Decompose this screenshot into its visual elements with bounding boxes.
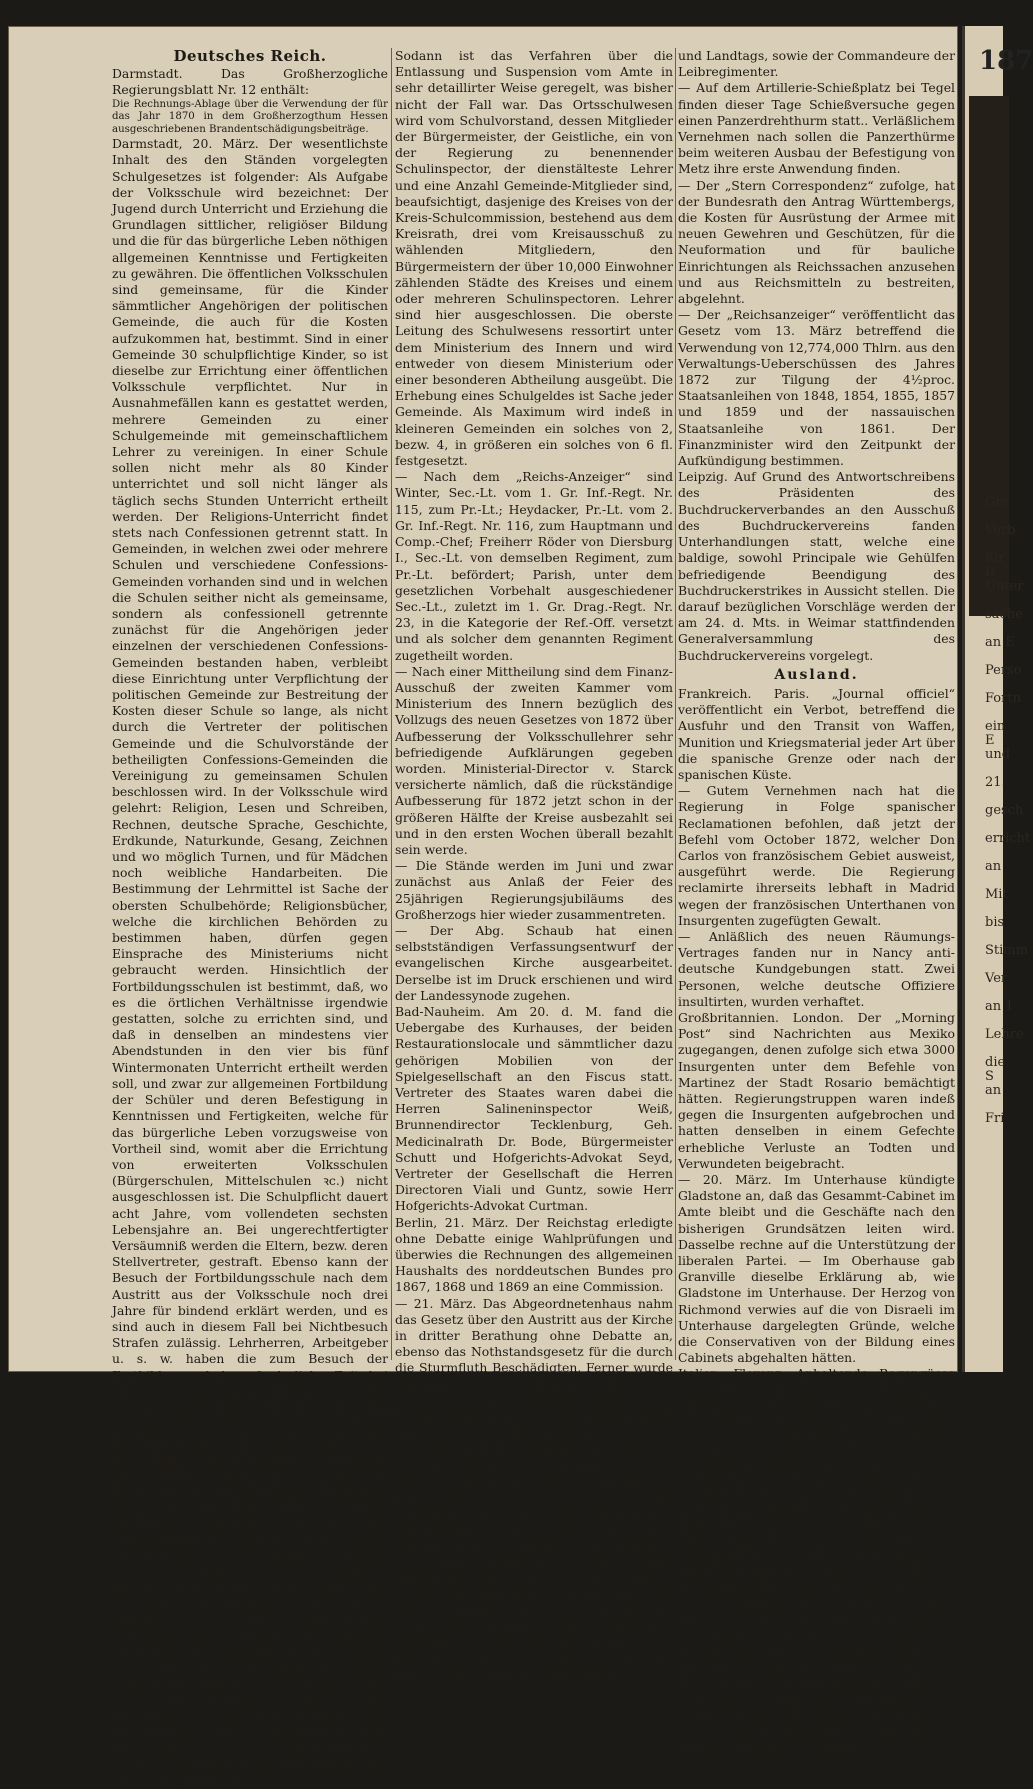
adjacent-text-fragment: Unter bbox=[985, 579, 1024, 594]
adjacent-text-fragment: gesch bbox=[985, 803, 1024, 818]
article-paragraph: — 22. März. Der Kaiser empfing im Laufe des Vormittags die Glückwünsche der königlichen Familie, der anwesenden deutschen Fürsten und anderer fürstlichen Personen, der Minister, der Generale, der Hofstaaten, der Präsidien des Reichs- bbox=[395, 1587, 673, 1684]
article-paragraph: Leipzig. Auf Grund des Antwortschreibens des Präsidenten des Buchdruckerverbandes an den Ausschuß des Buchdruckervereins fanden Unterhandlungen statt, welche eine baldige, sowohl Principale wie Gehülfen befriedigende Beendigung des Buchdruckerstrikes in Aussicht stellen. Die darauf bezüglichen Vorschläge werden der am 24. d. Mts. in Weimar stattfindenden Generalversammlung des Buchdruckervereins vorgelegt. bbox=[678, 469, 955, 663]
article-paragraph: — Der „Reichsanzeiger“ veröffentlicht das Gesetz vom 13. März betreffend die Verwendung von 12,774,000 Thlrn. aus den Verwaltungs-Ueberschüssen des Jahres 1872 zur Tilgung der 4½proc. Staatsanleihen von 1848, 1854, 1855, 1857 und 1859 und der nassauischen Staatsanleihe von 1861. Der Finanzminister wird den Zeitpunkt der Aufkündigung bestimmen. bbox=[678, 307, 955, 469]
section-heading-ausland: Ausland. bbox=[774, 666, 859, 683]
adjacent-text-fragment: an 1 bbox=[985, 999, 1014, 1014]
article-paragraph: und Landtags, sowie der Commandeure der Leibregimenter. bbox=[678, 48, 955, 80]
article-paragraph: — Anläßlich des neuen Räumungs-Vertrages fanden nur in Nancy anti-deutsche Kundgebungen statt. Zwei Personen, welche deutsche Offiziere insultirten, wurden verhaftet. bbox=[678, 928, 955, 1009]
adjacent-page-edge bbox=[962, 26, 1033, 1372]
article-paragraph: Donaufürstenthümer. Bukarest. Von der unteren Donau wird von bedenklicher Gährung unter den Bulgaren berichtet. Die Pforte hatte ihnen zuerst ihre kirchliche Unabhängigkeit gewährleistet, nachträglich aber den betreffenden Ferman zurückgenommen, wogegen die Bulgaren heftig protestiren. Aus der Sprache, die in diesen Schriftstücken geführt wird geht hervor, daß die Bulgaren für die Erhaltung des alten Fermans, also des Exarchats, alle erdenklichen Opfer zu bringen bereit und entschlossen sind. Die Pforte, welche den Ferman auf jeden Fall annulliren will, gibt sich auch keinen Täuschungen hin und sieht sich auf alle Fälle vor. Nicht nur werden gerade jetzt alle Donaufestungen armirt, ein Lager bei Schumla bbox=[678, 1463, 955, 1755]
article-paragraph: — Gutem Vernehmen nach hat die Regierung in Folge spanischer Reclamationen befohlen, daß jetzt der Befehl vom October 1872, welcher Don Carlos von französischem Gebiet ausweist, ausgeführt werde. Die Regierung reclamirte ihrerseits lebhaft in Madrid wegen der französischen Unterthanen von Insurgenten zugefügten Gewalt. bbox=[678, 783, 955, 928]
article-paragraph: — 21. März. Das Abgeordnetenhaus nahm das Gesetz über den Austritt aus der Kirche in dritter Berathung ohne Debatte an, ebenso das Nothstandsgesetz für die durch die Sturmfluth Beschädigten. Ferner wurde genehmigt: Der Bericht über die Verwaltung der Staatsschulden, die Nachweisungen für die Dispositionsfonds für Staats-Eisenbahnen, die Staatshaushalts-Rechnungen pro 1868, die Gesetze über die Abgrenzung des Jade-Gebiets, die Abänderung des allgemeinen Berggesetzes, sowie die Aufhebung verschiedener Gesetze und Verordnungen der Stadt Frankfurt a. M. Der Präsident gab darauf eine Uebersicht über die erledigten und noch zu erledigenden Gesetze. Nächste Sitzung unbestimmt, doch nicht vor Ostern. bbox=[395, 1295, 673, 1587]
adjacent-text-fragment: Lehre bbox=[985, 1027, 1024, 1042]
adjacent-text-fragment: Perso bbox=[985, 663, 1022, 678]
decorative-block bbox=[969, 96, 1009, 616]
column-2 bbox=[395, 48, 673, 1684]
adjacent-text-fragment: sache bbox=[985, 607, 1023, 622]
adjacent-text-fragment: die S bbox=[985, 1055, 1006, 1084]
article-paragraph: Darmstadt, 20. März. Der wesentlichste Inhalt des den Ständen vorgelegten Schulgesetzes ist folgender: Als Aufgabe der Volksschule wird bezeichnet: Der Jugend durch Unterricht und Erziehung die Grundlagen sittlicher, religiöser Bildung und die für das bürgerliche Leben nöthigen allgemeinen Kenntnisse und Fertigkeiten zu gewähren. Die öffentlichen Volksschulen sind gemeinsame, für die Kinder sämmtlicher Angehörigen der politischen Gemeinde, die auch für die Kosten aufzukommen hat, bestimmt. Sind in einer Gemeinde 30 schulpflichtige Kinder, so ist dieselbe zur Errichtung einer öffentlichen Volksschule verpflichtet. Nur in Ausnahmefällen kann es gestattet werden, mehrere Gemeinden zu einer Schulgemeinde mit gemeinschaftlichem Lehrer zu vereinigen. In einer Schule sollen nicht mehr als 80 Kinder unterrichtet und soll nicht länger als täglich sechs Stunden Unterricht ertheilt werden. Der Religions-Unterricht findet stets nach Confessionen getrennt statt. In Gemeinden, in welchen zwei oder mehrere Schulen und verschiedene Confessions-Gemeinden vorhanden sind und in welchen die Schulen seither nicht als gemeinsame, sondern als confessionell getrennte zunächst für die Angehörigen jeder einzelnen der verschiedenen Confessions-Gemeinden bestanden haben, verbleibt diese Einrichtung unter Verpflichtung der politischen Gemeinde zur Bestreitung der Kosten dieser Schule so lange, als nicht durch die Vertreter der politischen Gemeinde und die Schulvorstände der betheiligten Confessions-Gemeinden die Vereinigung zu gemeinsamen Schulen beschlossen wird. In der Volksschule wird gelehrt: Religion, Lesen und Schreiben, Rechnen, deutsche Sprache, Geschichte, Erdkunde, Naturkunde, Gesang, Zeichnen und wo möglich Turnen, und für Mädchen noch weibliche Handarbeiten. Die Bestimmung der Lehrmittel ist Sache der obersten Schulbehörde; Religionsbücher, welche die kirchlichen Behörden zu bestimmen haben, dürfen gegen Einsprache des Ministeriums nicht gebraucht werden. Hinsichtlich der Fortbildungsschulen ist bestimmt, daß, wo es die örtlichen Verhältnisse irgendwie gestatten, solche zu errichten sind, und daß in denselben an mindestens vier Abendstunden in den vier bis fünf Wintermonaten Unterricht ertheilt werden soll, und zwar zur allgemeinen Fortbildung der Schüler und deren Befestigung in Kenntnissen und Fertigkeiten, welche für das bürgerliche Leben vorzugsweise von Vortheil sind, womit aber die Errichtung von erweiterten Volksschulen (Bürgerschulen, Mittelschulen ꝛc.) nicht ausgeschlossen ist. Die Schulpflicht dauert acht Jahre, vom vollendeten sechsten Lebensjahre an. Bei ungerechtfertigter Versäumniß werden die Eltern, bezw. deren Stellvertreter, gestraft. Ebenso kann der Besuch der Fortbildungsschule nach dem Austritt aus der Volksschule noch drei Jahre für bindend erklärt werden, und es sind auch in diesem Fall bei Nichtbesuch Strafen zulässig. Lehrherren, Arbeitgeber u. s. w. haben die zum Besuch der Fortbildungsschule erforderliche Zeit bei Strafe zu gewähren. Hinsichtlich der Ausbildung der Lehrer bleibt der Entwurf im Wesentlichen bei den seither gültigen Bestimmungen; zugesagt wird die Errichtung von Lehrerinnen-Seminarien. Die definitive Anstellung ist von dem Bestehen der vorgeschriebenen Prüfungen und dem 24. Lebensjahr abhängig. Mitglieder geistlicher Orden oder ordensähnlicher Congregationen können an öffentlichen Volksschulen als Lehrer oder Lehrerinnen keine Verwendung finden. Der Lehrer ist verpflichtet, abgesehen von Turnen, wöchentlich 32 Stunden Schulunterricht zu halten, außerdem auf Verlangen noch 6 Stunden an der Fortbildungsschule zu wirken, sowie die mit der betreffenden Stelle verbundenen Functionen als Organist oder Cantor zu versehen, wogegen er den Dienst des Glöckners oder sonstige niedere Kirchendienste für die Zukunft nicht mehr zu versehen hat. Lehrerinnen bedürfen zu ihrer Verehelichung die Zustimmung der obersten Schulbehörde. bbox=[112, 136, 388, 1788]
article-paragraph: Darmstadt. Das Großherzogliche Regierungsblatt Nr. 12 enthält: bbox=[112, 66, 388, 98]
column-3 bbox=[678, 48, 955, 1755]
adjacent-text-fragment: bis bbox=[985, 915, 1005, 930]
adjacent-text-fragment: ein E bbox=[985, 719, 1006, 748]
article-paragraph: — Auf dem Artillerie-Schießplatz bei Tegel finden dieser Tage Schießversuche gegen einen Panzerdrehthurm statt.. Verläßlichem Vernehmen nach sollen die Panzerthürme beim weiteren Ausbau der Befestigung von Metz ihre erste Anwendung finden. bbox=[678, 80, 955, 177]
article-paragraph: Berlin, 21. März. Der Reichstag erledigte ohne Debatte einige Wahlprüfungen und überwies die Rechnungen des allgemeinen Haushalts des norddeutschen Bundes pro 1867, 1868 und 1869 an eine Commission. bbox=[395, 1214, 673, 1295]
adjacent-text-fragment: für D bbox=[985, 551, 1005, 580]
adjacent-text-fragment: an bbox=[985, 1083, 1002, 1098]
article-paragraph: Bad-Nauheim. Am 20. d. M. fand die Uebergabe des Kurhauses, der beiden Restaurationslocale und sämmtlicher dazu gehörigen Mobilien von der Spielgesellschaft an den Fiscus statt. Vertreter des Staates waren dabei die Herren Salineninspector Weiß, Brunnendirector Tecklenburg, Geh. Medicinalrath Dr. Bode, Bürgermeister Schutt und Hofgerichts-Advokat Seyd, Vertreter der Gesellschaft die Herren Directoren Viali und Guntz, sowie Herr Hofgerichts-Advokat Curtman. bbox=[395, 1003, 673, 1214]
section-heading-deutsches-reich: Deutsches Reich. bbox=[173, 47, 327, 65]
column-1 bbox=[112, 47, 388, 1788]
adjacent-text-fragment: erricht bbox=[985, 831, 1031, 846]
article-paragraph: — Die Stände werden im Juni und zwar zunächst aus Anlaß der Feier des 25jährigen Regierungsjubiläums des Großherzogs hier wieder zusammentreten. bbox=[395, 858, 673, 922]
adjacent-text-fragment: Gre bbox=[985, 495, 1010, 510]
article-paragraph: — Nach dem „Reichs-Anzeiger“ sind Winter, Sec.-Lt. vom 1. Gr. Inf.-Regt. Nr. 115, zum Pr.-Lt.; Heydacker, Pr.-Lt. vom 2. Gr. Inf.-Regt. Nr. 116, zum Hauptmann und Comp.-Chef; Freiherr Röder von Diersburg I., Sec.-Lt. von demselben Regiment, zum Pr.-Lt. befördert; Parish, unter dem gesetzlichen Vorbehalt ausgeschiedener Sec.-Lt., zuletzt im 1. Gr. Drag.-Regt. Nr. 23, in die Kategorie der Ref.-Off. versetzt und als solcher dem genannten Regiment zugetheilt worden. bbox=[395, 469, 673, 663]
article-note: Die Rechnungs-Ablage über die Verwendung der für das Jahr 1870 in dem Großherzogthum Hessen ausgeschriebenen Brandentschädigungsbeiträge. bbox=[112, 98, 388, 135]
column-rule bbox=[675, 48, 676, 1360]
article-paragraph: Großbritannien. London. Der „Morning Post“ sind Nachrichten aus Mexiko zugegangen, denen zufolge sich etwa 3000 Insurgenten unter dem Befehle von Martinez der Stadt Rosario bemächtigt hätten. Regierungstruppen waren indeß gegen die Insurgenten aufgebrochen und hatten denselben in einem Gefechte erhebliche Verluste an Todten und Verwundeten beigebracht. bbox=[678, 1009, 955, 1171]
adjacent-text-fragment: an bbox=[985, 859, 1002, 874]
adjacent-text-fragment: Mit bbox=[985, 887, 1008, 902]
page-number: 187 bbox=[979, 46, 1033, 76]
adjacent-text-fragment: Stimm bbox=[985, 943, 1028, 958]
article-paragraph: — 20. März. Im Unterhause kündigte Gladstone an, daß das Gesammt-Cabinet im Amte bleibt und die Geschäfte nach den bisherigen Grundsätzen leiten wird. Dasselbe rechne auf die Unterstützung der liberalen Partei. — Im Oberhause gab Granville dieselbe Erklärung ab, wie Gladstone im Unterhause. Der Herzog von Richmond verwies auf die von Disraeli im Unterhause dargelegten Gründe, welche die Conservativen von der Bildung eines Cabinets abgehalten hätten. bbox=[678, 1172, 955, 1366]
adjacent-text-fragment: und bbox=[985, 747, 1011, 762]
article-paragraph: Frankreich. Paris. „Journal officiel“ veröffentlicht ein Verbot, betreffend die Ausfuhr und den Transit von Waffen, Munition und Kriegsmaterial jeder Art über die spanische Grenze oder nach der spanischen Küste. bbox=[678, 685, 955, 782]
article-paragraph: — Der „Stern Correspondenz“ zufolge, hat der Bundesrath den Antrag Württembergs, die Kosten für Ausrüstung der Armee mit neuen Gewehren und Geschützen, für die Neuformation und für bauliche Einrichtungen als Reichssachen anzusehen und aus Reichsmitteln zu bestreiten, abgelehnt. bbox=[678, 177, 955, 307]
article-paragraph: — Nach einer Mittheilung sind dem Finanz-Ausschuß der zweiten Kammer vom Ministerium des Innern bezüglich des Vollzugs des neuen Gesetzes von 1872 über Aufbesserung der Volksschullehrer sehr befriedigende Aufklärungen gegeben worden. Ministerial-Director v. Starck versicherte nämlich, daß die rückständige Aufbesserung für 1872 jetzt schon in der größeren Hälfte der Kreise ausbezahlt sei und in den ersten Wochen überall bezahlt sein werde. bbox=[395, 663, 673, 857]
adjacent-text-fragment: an E bbox=[985, 635, 1015, 650]
article-paragraph: — Der Abg. Schaub hat einen selbstständigen Verfassungsentwurf der evangelischen Kirche ausgearbeitet. Derselbe ist im Druck erschienen und wird der Landessynode zugehen. bbox=[395, 922, 673, 1003]
adjacent-text-fragment: Fri bbox=[985, 1111, 1005, 1126]
adjacent-text-fragment: 21. bbox=[985, 775, 1006, 790]
article-paragraph: Italien. Florenz. Anhaltende Regengüsse lassen die Gefahr einer Ueberschwemmung für Ober- und Mittel-Italien befürchten. Arno und Po schwellen an. Die Regierung und Localbehörden treffen Vorsichtsmaßregeln. bbox=[678, 1366, 955, 1463]
article-paragraph: Sodann ist das Verfahren über die Entlassung und Suspension vom Amte in sehr detaillirter Weise geregelt, was bisher nicht der Fall war. Das Ortsschulwesen wird vom Schulvorstand, dessen Mitglieder der Bürgermeister, der Geistliche, ein von der Regierung zu benennender Schulinspector, der dienstälteste Lehrer und eine Anzahl Gemeinde-Mitglieder sind, beaufsichtigt, dasjenige des Kreises von der Kreis-Schulcommission, bestehend aus dem Kreisrath, drei vom Kreisausschuß zu wählenden Mitgliedern, den Bürgermeistern der über 10,000 Einwohner zählenden Städte des Kreises und einem oder mehreren Schulinspectoren. Lehrer sind hier ausgeschlossen. Die oberste Leitung des Schulwesens ressortirt unter dem Ministerium des Innern und wird entweder von diesem Ministerium oder einer besonderen Abtheilung ausgeübt. Die Erhebung eines Schulgeldes ist Sache jeder Gemeinde. Als Maximum wird indeß in kleineren Gemeinden ein solches von 2, bezw. 4, in größeren ein solches von 6 fl. festgesetzt. bbox=[395, 48, 673, 469]
adjacent-text-fragment: Fortn bbox=[985, 691, 1021, 706]
column-rule bbox=[391, 48, 392, 1360]
adjacent-text-fragment: Ver bbox=[985, 971, 1008, 986]
adjacent-text-fragment: Verb bbox=[985, 523, 1016, 538]
